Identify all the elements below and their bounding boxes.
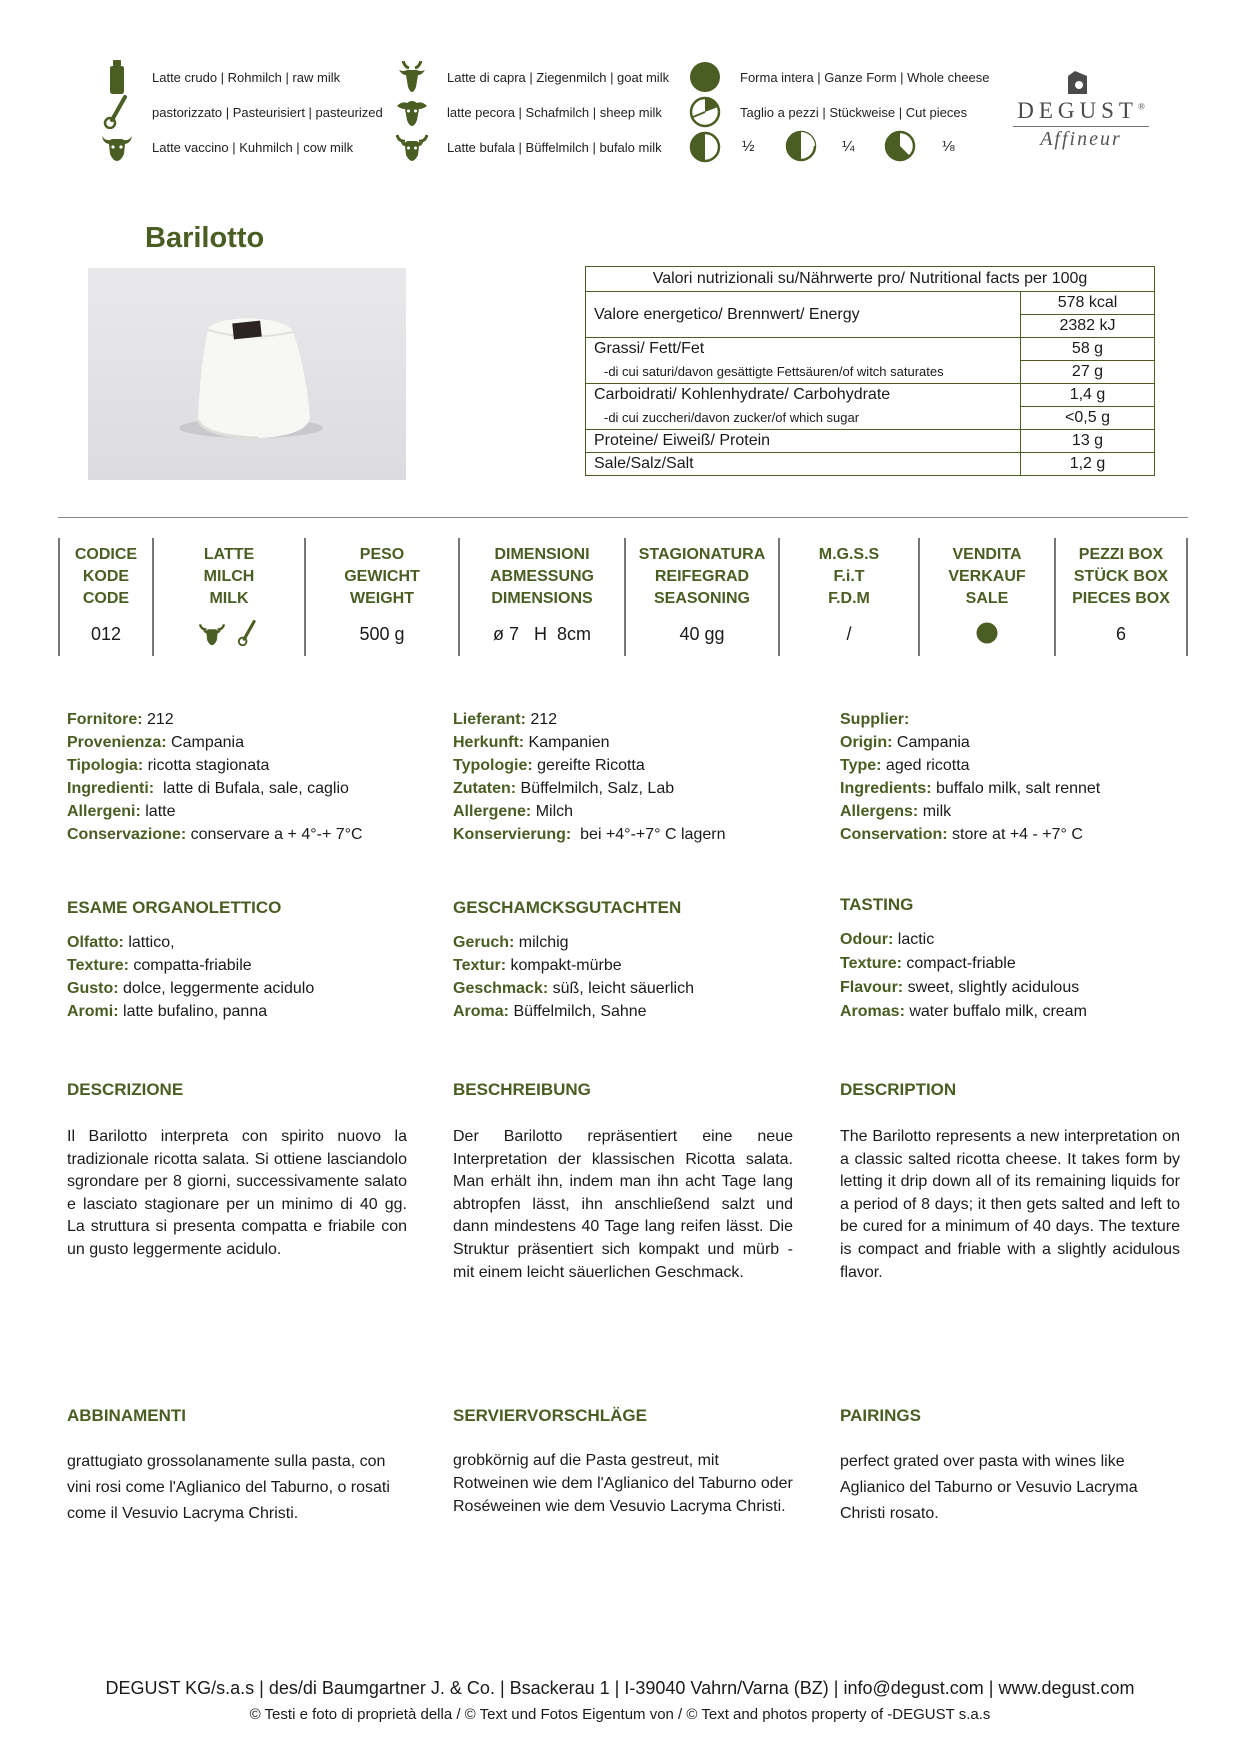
tasting-heading-de: GESCHAMCKSGUTACHTEN (453, 898, 682, 917)
info-it (67, 708, 412, 846)
spec-value: 500 g (359, 624, 405, 644)
spec-fdm (780, 538, 920, 656)
info-line: Supplier: (840, 711, 910, 728)
tasting-line: Textur: kompakt-mürbe (453, 957, 622, 974)
info-line: Allergeni: latte (67, 803, 176, 820)
spec-heading: LATTE MILCH MILK (203, 546, 255, 607)
info-line: Zutaten: Büffelmilch, Salz, Lab (453, 780, 675, 797)
nutrition-table (585, 266, 1155, 476)
info-line: Conservation: store at +4 - +7° C (840, 826, 1083, 843)
legend-label: Forma intera | Ganze Form | Whole cheese (740, 69, 990, 85)
pairings-heading-it: ABBINAMENTI (67, 1406, 186, 1425)
quarter-circle-icon (785, 130, 817, 167)
logo-name: DEGUST® (1017, 98, 1145, 123)
legend-label: Latte crudo | Rohmilch | raw milk (152, 69, 341, 85)
saturates-label: -di cui saturi/davon gesättigte Fettsäuren/of witch saturates (586, 361, 1021, 384)
nutrition-header: Valori nutrizionali su/Nährwerte pro/ Nutritional facts per 100g (586, 267, 1155, 292)
spec-heading: PEZZI BOX STÜCK BOX PIECES BOX (1072, 546, 1170, 607)
spec-milk (154, 538, 306, 656)
description-heading-en: DESCRIPTION (840, 1080, 957, 1099)
thermometer-icon (237, 620, 259, 646)
half-circle-icon (688, 130, 722, 164)
milk-bottle-icon (100, 60, 134, 94)
legend-label: Latte bufala | Büffelmilch | bufalo milk (447, 139, 662, 155)
salt-value: 1,2 g (1021, 453, 1155, 476)
spec-bar (58, 538, 1188, 656)
divider (58, 517, 1188, 518)
tasting-heading-it: ESAME ORGANOLETTICO (67, 898, 282, 917)
spec-milk-icons (154, 620, 304, 651)
cow-icon (100, 130, 134, 164)
energy-label: Valore energetico/ Brennwert/ Energy (586, 292, 1021, 338)
spec-value: 40 gg (679, 624, 725, 644)
info-line: Herkunft: Kampanien (453, 734, 610, 751)
protein-label: Proteine/ Eiweiß/ Protein (586, 430, 1021, 453)
tasting-line: Odour: lactic (840, 931, 935, 948)
info-line: Konservierung: bei +4°-+7° C lagern (453, 826, 726, 843)
tasting-line: Gusto: dolce, leggermente acidulo (67, 980, 315, 997)
info-line: Conservazione: conservare a + 4°-+ 7°C (67, 826, 363, 843)
tasting-line: Geschmack: süß, leicht säuerlich (453, 980, 695, 997)
pairings-heading-en: PAIRINGS (840, 1406, 921, 1425)
buffalo-icon (199, 622, 225, 646)
spec-heading: PESO GEWICHT WEIGHT (344, 546, 420, 607)
info-line: Fornitore: 212 (67, 711, 174, 728)
tasting-heading-en: TASTING (840, 895, 914, 914)
legend-label: pastorizzato | Pasteurisiert | pasteurized (152, 104, 383, 120)
sheep-icon (395, 95, 429, 129)
spec-heading: CODICE KODE CODE (74, 546, 138, 607)
salt-row (586, 453, 1155, 476)
fat-value: 58 g (1021, 338, 1155, 361)
spec-value: / (846, 624, 852, 644)
tasting-line: Texture: compact-friable (840, 955, 1016, 972)
legend-cut-pieces (688, 95, 967, 129)
thermometer-icon (100, 95, 134, 129)
legend-raw-milk (100, 60, 340, 94)
info-line: Provenienza: Campania (67, 734, 244, 751)
fat-row (586, 338, 1155, 361)
info-line: Allergens: milk (840, 803, 952, 820)
protein-row (586, 430, 1155, 453)
info-line: Type: aged ricotta (840, 757, 970, 774)
saturates-value: 27 g (1021, 361, 1155, 384)
pairings-de: grobkörnig auf die Pasta gestreut, mit Rotweinen wie dem l'Aglianico del Taburno oder Roséweinen wie dem Vesuvio Lacryma Christi. (453, 1452, 793, 1515)
tasting-line: Aroma: Büffelmilch, Sahne (453, 1003, 647, 1020)
legend-pasteurized (100, 95, 383, 129)
saturates-row (586, 361, 1155, 384)
tasting-line: Olfatto: lattico, (67, 934, 175, 951)
whole-circle-icon (920, 622, 1054, 649)
tasting-line: Aromas: water buffalo milk, cream (840, 1003, 1087, 1020)
legend-label: Latte di capra | Ziegenmilch | goat milk (447, 69, 670, 85)
pairings-it: grattugiato grossolanamente sulla pasta, con vini rosi come l'Aglianico del Taburno, o rosati come il Vesuvio Lacryma Christi. (67, 1453, 390, 1522)
energy-row (586, 292, 1155, 315)
pairings-en: perfect grated over pasta with wines like Aglianico del Taburno or Vesuvio Lacryma Christi rosato. (840, 1453, 1138, 1522)
legend-cow-milk (100, 130, 353, 164)
fraction-quarter: ¼ (842, 138, 855, 155)
description-de: Der Barilotto repräsentiert eine neue Interpretation der klassischen Ricotta salata. Man erhält ihn, indem man ihn acht Tage lang abtropfen lässt, ihn anschließend salzt und dann mindestens 40 Tage lang reifen lässt. Die Struktur präsentiert sich kompakt und mürb - mit einem leicht säuerlichen Geschmack. (453, 1128, 793, 1281)
info-line: Ingredienti: latte di Bufala, sale, caglio (67, 780, 349, 797)
nutrition-header-row (586, 267, 1155, 292)
fraction-eighth: ⅛ (942, 138, 955, 155)
cheese-wedge-icon (1065, 70, 1091, 96)
fat-label: Grassi/ Fett/Fet (586, 338, 1021, 361)
info-line: Allergene: Milch (453, 803, 574, 820)
info-de (453, 708, 798, 846)
spec-heading: VENDITA VERKAUF SALE (948, 546, 1026, 607)
legend-sheep-milk (395, 95, 662, 129)
legend-whole-cheese (688, 60, 990, 94)
tasting-de (453, 931, 798, 1023)
legend-goat-milk (395, 60, 669, 94)
product-photo (88, 268, 406, 480)
spec-sale (920, 538, 1056, 656)
spec-heading: DIMENSIONI ABMESSUNG DIMENSIONS (489, 546, 594, 607)
info-line: Origin: Campania (840, 734, 970, 751)
sugar-value: <0,5 g (1021, 407, 1155, 430)
spec-value: 012 (90, 624, 122, 644)
tasting-line: Aromi: latte bufalino, panna (67, 1003, 268, 1020)
tasting-line: Geruch: milchig (453, 934, 569, 951)
spec-value: 6 (1115, 624, 1126, 644)
legend-label: latte pecora | Schafmilch | sheep milk (447, 104, 662, 120)
pairings-heading-de: SERVIERVORSCHLÄGE (453, 1406, 647, 1425)
energy-kcal: 578 kcal (1021, 292, 1155, 315)
tasting-line: Texture: compatta-friabile (67, 957, 252, 974)
footer-copyright: © Testi e foto di proprietà della / © Text und Fotos Eigentum von / © Text and photos property of -DEGUST s.a.s (249, 1706, 991, 1723)
spec-value: ø 7 H 8cm (492, 624, 591, 644)
footer-address: DEGUST KG/s.a.s | des/di Baumgartner J. & Co. | Bsackerau 1 | I-39040 Vahrn/Varna (BZ) | info@degust.com | www.degust.com (105, 1678, 1135, 1698)
sugar-row (586, 407, 1155, 430)
product-title: Barilotto (145, 222, 265, 254)
buffalo-icon (395, 130, 429, 164)
tasting-line: Flavour: sweet, slightly acidulous (840, 979, 1080, 996)
spec-weight (306, 538, 460, 656)
protein-value: 13 g (1021, 430, 1155, 453)
tasting-en (840, 928, 1185, 1024)
carbs-value: 1,4 g (1021, 384, 1155, 407)
legend-fractions (688, 130, 722, 164)
spec-heading: STAGIONATURA REIFEGRAD SEASONING (638, 546, 766, 607)
legend-label: Latte vaccino | Kuhmilch | cow milk (152, 139, 354, 155)
info-line: Tipologia: ricotta stagionata (67, 757, 270, 774)
info-en (840, 708, 1185, 846)
goat-icon (395, 60, 429, 94)
eighth-circle-icon (884, 130, 916, 167)
legend-buffalo-milk (395, 130, 662, 164)
sugar-label: -di cui zuccheri/davon zucker/of which sugar (586, 407, 1021, 430)
info-line: Lieferant: 212 (453, 711, 558, 728)
spec-dimensions (460, 538, 626, 656)
whole-circle-icon (688, 60, 722, 94)
carbs-row (586, 384, 1155, 407)
tasting-it (67, 931, 412, 1023)
salt-label: Sale/Salz/Salt (586, 453, 1021, 476)
logo-subtitle: Affineur (1013, 126, 1149, 151)
info-line: Typologie: gereifte Ricotta (453, 757, 645, 774)
spec-pieces (1056, 538, 1188, 656)
legend-label: Taglio a pezzi | Stückweise | Cut pieces (740, 104, 968, 120)
carbs-label: Carboidrati/ Kohlenhydrate/ Carbohydrate (586, 384, 1021, 407)
degust-logo (1005, 70, 1157, 160)
description-heading-de: BESCHREIBUNG (453, 1080, 591, 1099)
spec-heading: M.G.S.S F.i.T F.D.M (818, 546, 880, 607)
spec-code (58, 538, 154, 656)
description-heading-it: DESCRIZIONE (67, 1080, 184, 1099)
spec-seasoning (626, 538, 780, 656)
fraction-half: ½ (742, 138, 755, 155)
description-it: Il Barilotto interpreta con spirito nuovo la tradizionale ricotta salata. Si ottiene lasciandolo sgrondare per 8 giorni, successivamente salato e lasciato stagionare per un minimo di 40 gg. La struttura si presenta compatta e friabile con un gusto leggermente acidulo. (67, 1128, 407, 1258)
cut-pieces-icon (688, 95, 722, 129)
description-en: The Barilotto represents a new interpretation on a classic salted ricotta cheese. It takes form by letting it drip down all of its remaining liquids for a period of 8 days; it then gets salted and left to be cured for a minimum of 40 days. The texture is compact and friable with a slightly acidulous flavor. (840, 1128, 1180, 1281)
info-line: Ingredients: buffalo milk, salt rennet (840, 780, 1101, 797)
energy-kj: 2382 kJ (1021, 315, 1155, 338)
